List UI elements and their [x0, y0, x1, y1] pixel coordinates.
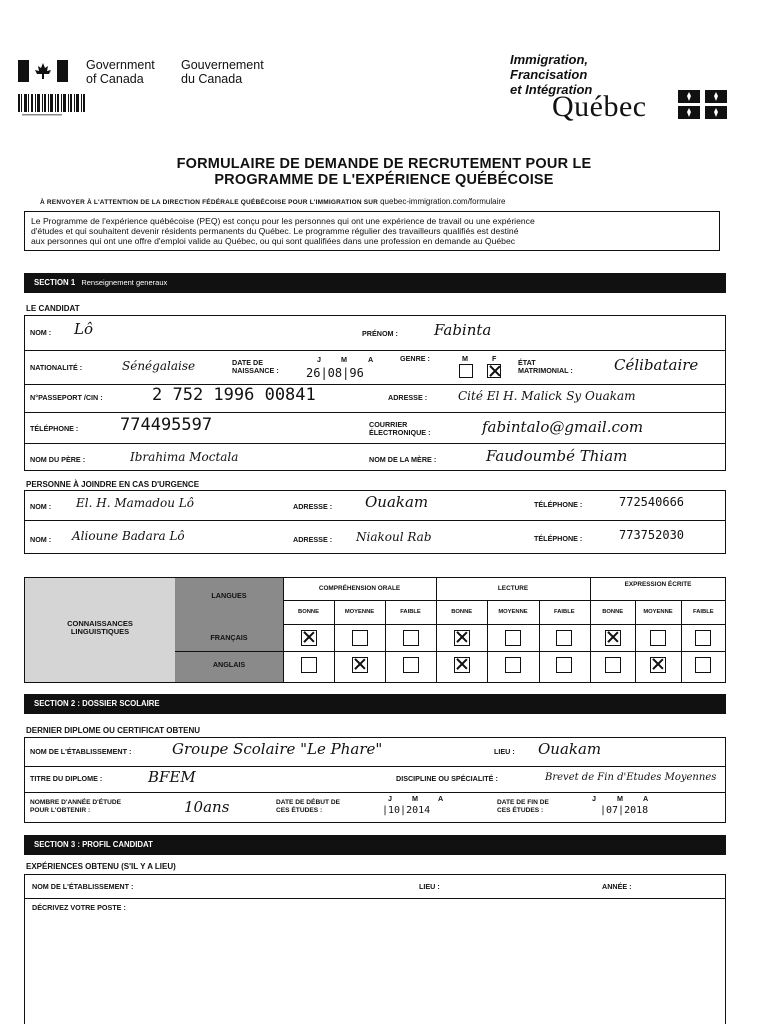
language-checkbox[interactable] [556, 657, 572, 673]
row-divider [24, 898, 726, 899]
mere-field[interactable]: Faudoumbé Thiam [486, 447, 628, 465]
language-checkbox[interactable] [605, 657, 621, 673]
urgence2-nom-label: NOM : [30, 535, 52, 544]
nom-field[interactable]: Lô [74, 320, 93, 338]
column-divider [436, 578, 437, 682]
level-header: MOYENNE [643, 609, 673, 615]
section1-bar [24, 273, 726, 293]
mere-label: NOM DE LA MÈRE : [369, 455, 437, 464]
level-header: MOYENNE [344, 609, 375, 615]
row-divider [24, 520, 726, 521]
debut-j: J [388, 794, 392, 803]
send-to-text: À RENVOYER À L'ATTENTION DE LA DIRECTION FÉDÉRALE QUÉBÉCOISE POUR L'IMMIGRATION SUR [40, 199, 379, 206]
annees-label [30, 799, 121, 815]
lieu-field[interactable]: Ouakam [538, 740, 602, 758]
urgence1-tel-field[interactable]: 772540666 [619, 495, 685, 509]
tel-label: TÉLÉPHONE : [30, 424, 79, 433]
language-checkbox[interactable] [301, 630, 317, 646]
intro-line2: d'études et qui souhaitent devenir résidents permanents du Québec. Le programme régulier des travailleurs qualifiés est destiné [31, 226, 519, 236]
gov-fr-line2: du Canada [181, 72, 243, 86]
level-header: BONNE [451, 609, 473, 615]
language-checkbox[interactable] [695, 630, 711, 646]
email-label-line2: ÉLECTRONIQUE : [369, 428, 431, 437]
email-field[interactable]: fabintalo@gmail.com [482, 418, 644, 436]
title-line1: FORMULAIRE DE DEMANDE DE RECRUTEMENT POUR LE [176, 156, 592, 172]
group-header: COMPRÉHENSION ORALE [318, 585, 401, 592]
gov-canada-fr [181, 58, 264, 86]
fin-label-line2: CES ÉTUDES : [497, 807, 544, 814]
row-divider [283, 600, 726, 601]
send-to-notice [40, 197, 506, 206]
section1-title: SECTION 1 [34, 278, 76, 287]
passport-label: N°PASSEPORT /CIN : [30, 393, 103, 402]
pere-field[interactable]: Ibrahima Moctala [130, 450, 239, 464]
urgence2-adr-field[interactable]: Niakoul Rab [356, 530, 432, 544]
level-header: BONNE [602, 609, 624, 615]
urgence1-nom-field[interactable]: El. H. Mamadou Lô [76, 496, 194, 510]
urgence1-adr-field[interactable]: Ouakam [365, 493, 429, 511]
column-divider [283, 578, 284, 682]
fin-field[interactable]: |07|2018 [600, 805, 649, 816]
language-checkbox[interactable] [403, 630, 419, 646]
etab-field[interactable]: Groupe Scolaire "Le Phare" [172, 740, 383, 758]
urgence1-nom-label: NOM : [30, 502, 52, 511]
discipline-label: DISCIPLINE OU SPÉCIALITÉ : [396, 774, 498, 783]
language-checkbox[interactable] [301, 657, 317, 673]
lang-row-anglais: ANGLAIS [212, 660, 246, 669]
language-checkbox[interactable] [403, 657, 419, 673]
experience-frame [24, 874, 726, 1024]
lang-row-francais: FRANÇAIS [210, 633, 248, 642]
etat-label [518, 359, 573, 375]
dob-label-line2: NAISSANCE : [232, 366, 279, 375]
debut-a: A [438, 794, 444, 803]
row-divider [24, 384, 726, 385]
exp-lieu-label: LIEU : [419, 882, 440, 891]
adresse-field[interactable]: Cité El H. Malick Sy Ouakam [458, 389, 636, 403]
debut-field[interactable]: |10|2014 [382, 805, 431, 816]
quebec-flag-icon [678, 90, 728, 120]
etat-label-line1: ÉTAT [518, 358, 536, 367]
adresse-label: ADRESSE : [388, 393, 428, 402]
section1-subtitle: Renseignement generaux [81, 278, 168, 287]
etab-label: NOM DE L'ÉTABLISSEMENT : [30, 747, 132, 756]
qc-line2: Francisation [510, 67, 588, 82]
row-divider [24, 792, 726, 793]
urgence2-tel-field[interactable]: 773752030 [619, 528, 685, 542]
intro-box [24, 211, 720, 251]
urgence1-tel-label: TÉLÉPHONE : [534, 500, 583, 509]
languages-left-line2: LINGUISTIQUES [70, 627, 130, 636]
qc-line3: et Intégration [510, 82, 593, 97]
section2-title: SECTION 2 : DOSSIER SCOLAIRE [34, 699, 160, 708]
column-divider [590, 578, 591, 682]
genre-m-checkbox[interactable] [459, 364, 473, 378]
exp-poste-label: DÉCRIVEZ VOTRE POSTE : [32, 903, 126, 912]
fin-m: M [617, 794, 623, 803]
tel-field[interactable]: 774495597 [120, 415, 213, 435]
row-divider [24, 412, 726, 413]
intro-line1: Le Programme de l'expérience québécoise (PEQ) est conçu pour les personnes qui ont une expérience de travail ou une expérience [31, 216, 535, 226]
fin-a: A [643, 794, 649, 803]
send-to-url[interactable]: quebec-immigration.com/formulaire [380, 197, 506, 206]
row-divider [24, 766, 726, 767]
genre-f-checkbox[interactable] [487, 364, 501, 378]
form-title [0, 156, 768, 188]
etat-label-line2: MATRIMONIAL : [518, 366, 573, 375]
language-checkbox[interactable] [650, 630, 666, 646]
debut-label-line2: CES ÉTUDES : [276, 807, 323, 814]
qc-line1: Immigration, [510, 52, 589, 67]
urgence2-tel-label: TÉLÉPHONE : [534, 534, 583, 543]
annees-field[interactable]: 10ans [184, 798, 230, 816]
exp-annee-label: ANNÉE : [602, 882, 632, 891]
language-checkbox[interactable] [454, 630, 470, 646]
row-divider [24, 443, 726, 444]
debut-label-line1: DATE DE DÉBUT DE [276, 799, 340, 806]
dob-label [232, 359, 279, 375]
passport-field[interactable]: 2 752 1996 00841 [152, 385, 316, 405]
languages-left-line1: CONNAISSANCES [67, 619, 133, 628]
etat-field[interactable]: Célibataire [614, 356, 699, 374]
row-divider [283, 624, 726, 625]
urgence-heading: PERSONNE À JOINDRE EN CAS D'URGENCE [26, 480, 200, 489]
genre-f-label: F [492, 354, 497, 363]
section3-title: SECTION 3 : PROFIL CANDIDAT [34, 840, 153, 849]
gov-en-line1: Government [86, 58, 155, 72]
dob-field[interactable]: 26|08|96 [306, 366, 364, 380]
fin-label-line1: DATE DE FIN DE [497, 799, 549, 806]
language-checkbox[interactable] [454, 657, 470, 673]
language-checkbox[interactable] [650, 657, 666, 673]
pere-label: NOM DU PÈRE : [30, 455, 86, 464]
urgence1-adr-label: ADRESSE : [293, 502, 333, 511]
dob-a: A [368, 355, 374, 364]
intro-line3: aux personnes qui ont une offre d'emploi valide au Québec, ou qui sont qualifiées dans une profession en demande au Québec [31, 236, 516, 246]
lieu-label: LIEU : [494, 747, 515, 756]
language-checkbox[interactable] [695, 657, 711, 673]
language-checkbox[interactable] [352, 657, 368, 673]
prenom-field[interactable]: Fabinta [434, 321, 492, 339]
canada-flag-icon [18, 60, 68, 82]
level-header: FAIBLE [400, 609, 421, 615]
language-checkbox[interactable] [352, 630, 368, 646]
gov-en-line2: of Canada [86, 72, 144, 86]
language-checkbox[interactable] [556, 630, 572, 646]
level-header: MOYENNE [498, 609, 528, 615]
row-divider [175, 651, 726, 652]
languages-left-label [25, 620, 175, 636]
debut-m: M [412, 794, 418, 803]
dob-j: J [317, 355, 321, 364]
language-checkbox[interactable] [605, 630, 621, 646]
genre-m-label: M [462, 354, 468, 363]
quebec-wordmark: Québec [552, 90, 647, 123]
title-line2: PROGRAMME DE L'EXPÉRIENCE QUÉBÉCOISE [214, 172, 554, 188]
exp-etab-label: NOM DE L'ÉTABLISSEMENT : [32, 882, 134, 891]
barcode-icon [18, 94, 88, 118]
level-header: FAIBLE [554, 609, 575, 615]
urgence2-nom-field[interactable]: Alioune Badara Lô [72, 529, 185, 543]
section2-bar [24, 694, 726, 714]
annees-label-line1: NOMBRE D'ANNÉE D'ÉTUDE [30, 799, 122, 806]
dob-m: M [341, 355, 347, 364]
discipline-field[interactable]: Brevet de Fin d'Etudes Moyennes [545, 772, 717, 783]
nationalite-label: NATIONALITÉ : [30, 363, 83, 372]
dob-label-line1: DATE DE [232, 358, 264, 367]
section3-bar [24, 835, 726, 855]
language-checkbox[interactable] [505, 630, 521, 646]
nationalite-field[interactable]: Sénégalaise [122, 359, 196, 373]
diplome-label: TITRE DU DIPLOME : [30, 774, 103, 783]
experience-heading: EXPÉRIENCES OBTENU (S'IL Y A LIEU) [26, 862, 176, 871]
row-divider [24, 350, 726, 351]
fin-label [497, 799, 549, 815]
language-checkbox[interactable] [505, 657, 521, 673]
group-header: LECTURE [497, 585, 529, 592]
fin-j: J [592, 794, 596, 803]
debut-label [276, 799, 340, 815]
diplome-field[interactable]: BFEM [148, 768, 196, 786]
prenom-label: PRÉNOM : [362, 329, 398, 338]
genre-label: GENRE : [400, 354, 430, 363]
email-label-line1: COURRIER [369, 420, 408, 429]
gov-canada-en [86, 58, 155, 86]
urgence2-adr-label: ADRESSE : [293, 535, 333, 544]
group-header: EXPRESSION ÉCRITE [624, 581, 692, 588]
nom-label: NOM : [30, 328, 52, 337]
candidate-heading: LE CANDIDAT [26, 304, 80, 313]
level-header: BONNE [298, 609, 319, 615]
gov-fr-line1: Gouvernement [181, 58, 264, 72]
level-header: FAIBLE [693, 609, 714, 615]
email-label [369, 421, 431, 437]
langues-head: LANGUES [211, 591, 247, 600]
annees-label-line2: POUR L'OBTENIR : [30, 807, 91, 814]
diploma-heading: DERNIER DIPLOME OU CERTIFICAT OBTENU [26, 726, 201, 735]
